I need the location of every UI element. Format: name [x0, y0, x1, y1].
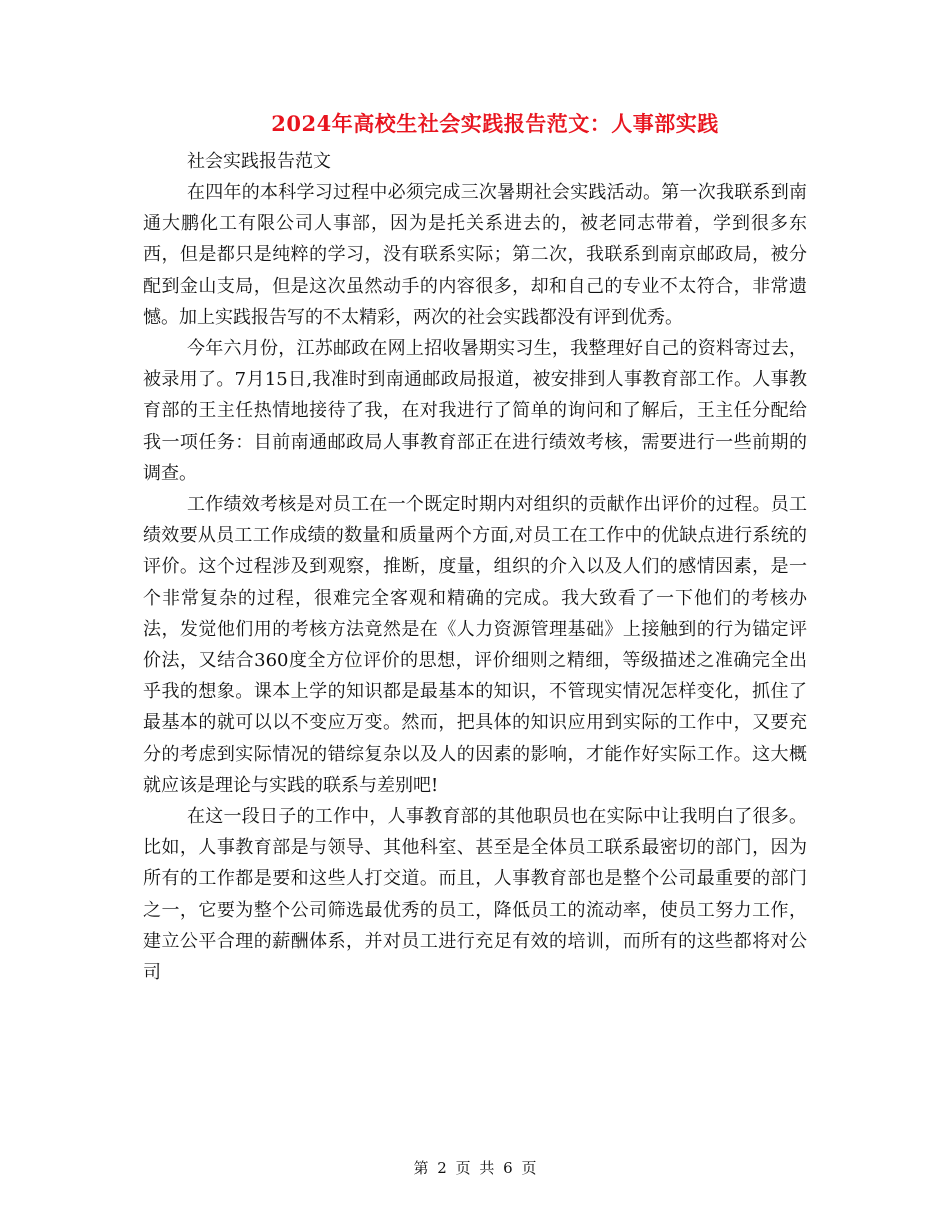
- body-paragraph: 今年六月份，江苏邮政在网上招收暑期实习生，我整理好自己的资料寄过去，被录用了。7月15日,我准时到南通邮政局报道，被安排到人事教育部工作。人事教育部的王主任热情地接待了我，在对我进行了简单的询问和了解后，王主任分配给我一项任务：目前南通邮政局人事教育部正在进行绩效考核，需要进行一些前期的调查。: [143, 338, 807, 484]
- document-body: [143, 177, 807, 988]
- page-footer: 第 2 页 共 6 页: [413, 1159, 537, 1177]
- body-paragraph: 在这一段日子的工作中，人事教育部的其他职员也在实际中让我明白了很多。比如，人事教育部是与领导、其他科室、甚至是全体员工联系最密切的部门，因为所有的工作都是要和这些人打交道。而且，人事教育部也是整个公司最重要的部门之一，它要为整个公司筛选最优秀的员工，降低员工的流动率，使员工努力工作，建立公平合理的薪酬体系，并对员工进行充足有效的培训，而所有的这些都将对公司: [143, 806, 807, 984]
- body-paragraph: 在四年的本科学习过程中必须完成三次暑期社会实践活动。第一次我联系到南通大鹏化工有限公司人事部，因为是托关系进去的，被老同志带着，学到很多东西，但是都只是纯粹的学习，没有联系实际；第二次，我联系到南京邮政局，被分配到金山支局，但是这次虽然动手的内容很多，却和自己的专业不太符合，非常遗憾。加上实践报告写的不太精彩，两次的社会实践都没有评到优秀。: [143, 182, 807, 328]
- document-subtitle: 社会实践报告范文: [187, 151, 331, 172]
- body-paragraph: 工作绩效考核是对员工在一个既定时期内对组织的贡献作出评价的过程。员工绩效要从员工工作成绩的数量和质量两个方面,对员工在工作中的优缺点进行系统的评价。这个过程涉及到观察，推断，度量，组织的介入以及人们的感情因素，是一个非常复杂的过程，很难完全客观和精确的完成。我大致看了一下他们的考核办法，发觉他们用的考核方法竟然是在《人力资源管理基础》上接触到的行为锚定评价法，又结合360度全方位评价的思想，评价细则之精细，等级描述之准确完全出乎我的想象。课本上学的知识都是最基本的知识，不管现实情况怎样变化，抓住了最基本的就可以以不变应万变。然而，把具体的知识应用到实际的工作中，又要充分的考虑到实际情况的错综复杂以及人的因素的影响，才能作好实际工作。这大概就应该是理论与实践的联系与差别吧!: [143, 494, 807, 796]
- document-title: 2024年高校生社会实践报告范文：人事部实践: [271, 111, 719, 136]
